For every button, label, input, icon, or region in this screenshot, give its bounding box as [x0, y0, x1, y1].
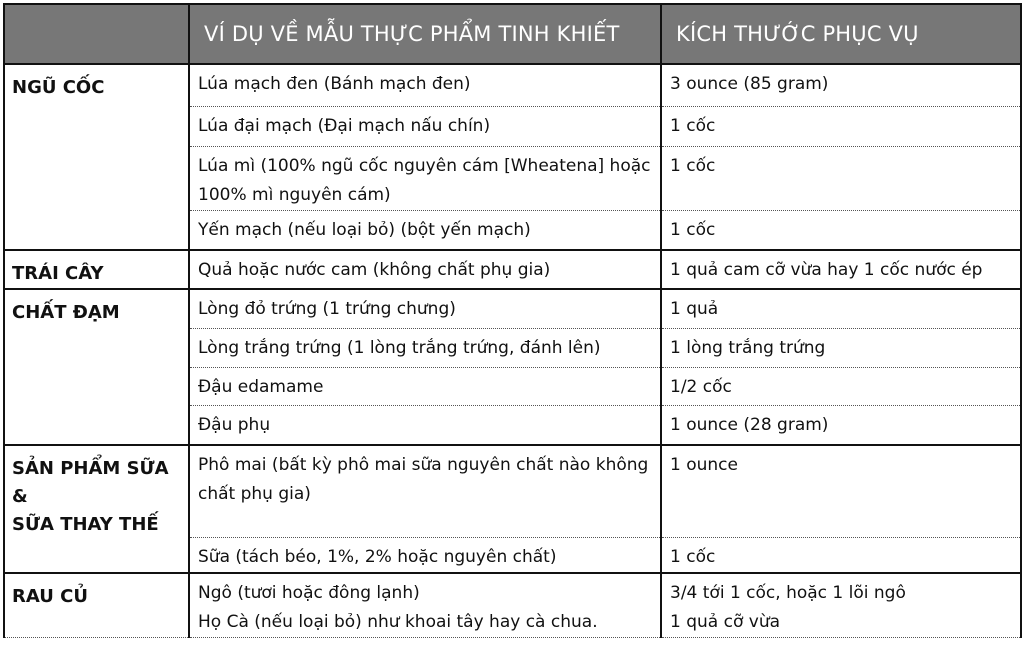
serving-cell: 1 cốc — [661, 106, 1021, 146]
serving-cell: 3 ounce (85 gram) — [661, 64, 1021, 106]
header-category — [4, 4, 189, 64]
example-line: Ngô (tươi hoặc đông lạnh) — [198, 583, 420, 603]
example-cell: Phô mai (bất kỳ phô mai sữa nguyên chất nào không chất phụ gia) — [189, 445, 661, 537]
example-cell: Lòng trắng trứng (1 lòng trắng trứng, đánh lên) — [189, 328, 661, 367]
serving-cell: 1 lòng trắng trứng — [661, 328, 1021, 367]
example-cell — [189, 573, 661, 638]
serving-cell: 1/2 cốc — [661, 367, 1021, 405]
example-cell: Lúa đại mạch (Đại mạch nấu chín) — [189, 106, 661, 146]
table-body — [4, 64, 1021, 638]
serving-line: 1 quả cỡ vừa — [670, 612, 781, 632]
category-dairy-line: SỮA THAY THẾ — [12, 514, 159, 535]
serving-cell: 1 cốc — [661, 537, 1021, 573]
category-dairy-line: & — [12, 486, 28, 507]
serving-cell: 1 quả — [661, 289, 1021, 328]
example-cell: Sữa (tách béo, 1%, 2% hoặc nguyên chất) — [189, 537, 661, 573]
header-serving-size: KÍCH THƯỚC PHỤC VỤ — [661, 4, 1021, 64]
table-row — [4, 289, 1021, 328]
category-vegetables: RAU CỦ — [4, 573, 189, 638]
food-table — [3, 3, 1022, 638]
serving-cell: 1 ounce — [661, 445, 1021, 537]
category-grains: NGŨ CỐC — [4, 64, 189, 250]
serving-cell — [661, 573, 1021, 638]
category-dairy — [4, 445, 189, 573]
serving-line: 3/4 tới 1 cốc, hoặc 1 lõi ngô — [670, 583, 906, 603]
example-line: Họ Cà (nếu loại bỏ) như khoai tây hay cà chua. — [198, 612, 598, 632]
example-cell: Lúa mì (100% ngũ cốc nguyên cám [Wheatena] hoặc 100% mì nguyên cám) — [189, 146, 661, 210]
serving-cell: 1 ounce (28 gram) — [661, 405, 1021, 445]
table-row — [4, 445, 1021, 537]
example-cell: Yến mạch (nếu loại bỏ) (bột yến mạch) — [189, 210, 661, 250]
serving-cell: 1 quả cam cỡ vừa hay 1 cốc nước ép — [661, 250, 1021, 289]
category-protein: CHẤT ĐẠM — [4, 289, 189, 445]
serving-cell: 1 cốc — [661, 146, 1021, 210]
category-fruit: TRÁI CÂY — [4, 250, 189, 289]
category-dairy-line: SẢN PHẨM SỮA — [12, 458, 169, 479]
table-row — [4, 573, 1021, 638]
table-row — [4, 64, 1021, 106]
serving-cell: 1 cốc — [661, 210, 1021, 250]
example-cell: Đậu edamame — [189, 367, 661, 405]
example-cell: Quả hoặc nước cam (không chất phụ gia) — [189, 250, 661, 289]
table-header — [4, 4, 1021, 64]
example-cell: Lòng đỏ trứng (1 trứng chưng) — [189, 289, 661, 328]
table-row — [4, 250, 1021, 289]
header-examples: VÍ DỤ VỀ MẪU THỰC PHẨM TINH KHIẾT — [189, 4, 661, 64]
example-cell: Đậu phụ — [189, 405, 661, 445]
example-cell: Lúa mạch đen (Bánh mạch đen) — [189, 64, 661, 106]
